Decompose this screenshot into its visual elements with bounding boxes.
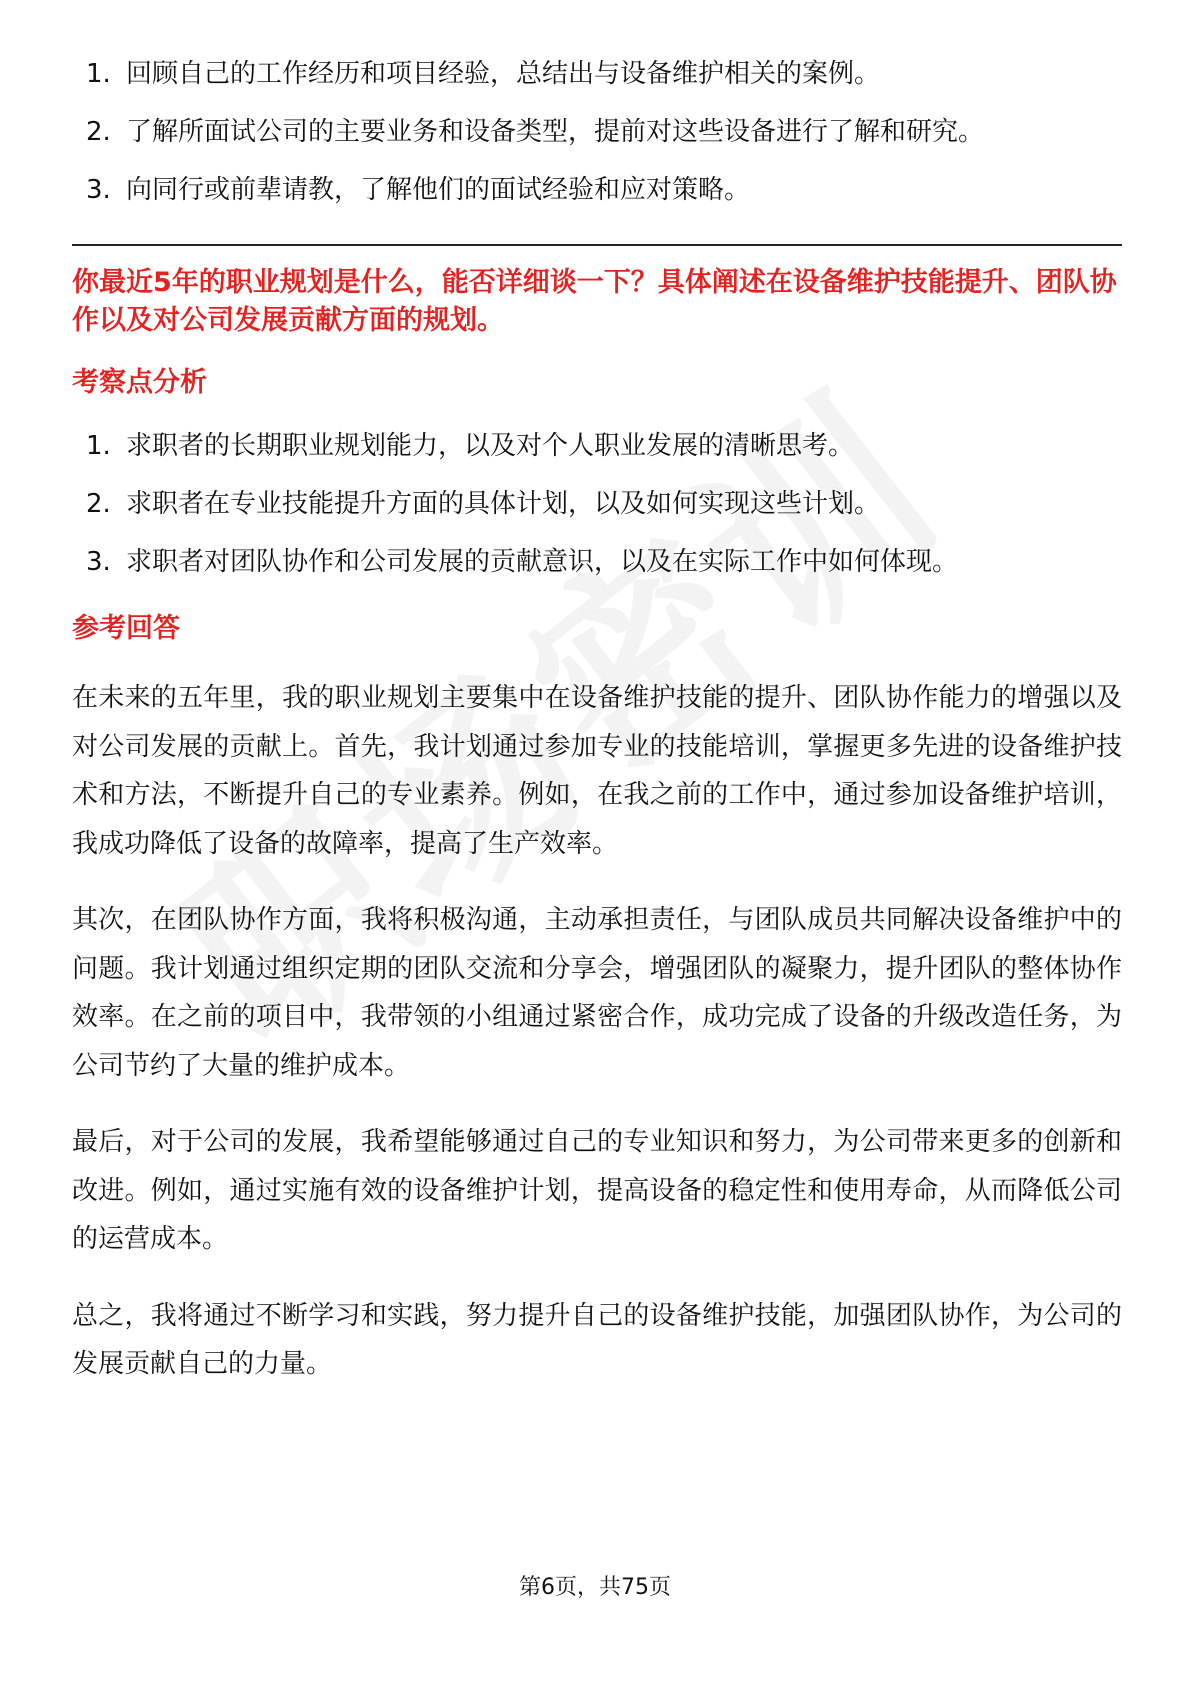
answer-paragraph: 最后，对于公司的发展，我希望能够通过自己的专业知识和努力，为公司带来更多的创新和改进。例如，通过实施有效的设备维护计划，提高设备的稳定性和使用寿命，从而降低公司的运营成本。 bbox=[72, 1127, 1122, 1254]
document-page bbox=[72, 56, 1122, 1417]
answer-paragraph: 其次，在团队协作方面，我将积极沟通，主动承担责任，与团队成员共同解决设备维护中的问题。我计划通过组织定期的团队交流和分享会，增强团队的凝聚力，提升团队的整体协作效率。在之前的项目中，我带领的小组通过紧密合作，成功完成了设备的升级改造任务，为公司节约了大量的维护成本。 bbox=[72, 905, 1122, 1081]
answer-paragraph: 在未来的五年里，我的职业规划主要集中在设备维护技能的提升、团队协作能力的增强以及对公司发展的贡献上。首先，我计划通过参加专业的技能培训，掌握更多先进的设备维护技术和方法，不断提升自己的专业素养。例如，在我之前的工作中，通过参加设备维护培训，我成功降低了设备的故障率，提高了生产效率。 bbox=[72, 683, 1122, 859]
list-item: 3. 求职者对团队协作和公司发展的贡献意识，以及在实际工作中如何体现。 bbox=[86, 547, 959, 577]
page-number: 第6页，共75页 bbox=[519, 1575, 671, 1600]
list-item: 1. 求职者的长期职业规划能力，以及对个人职业发展的清晰思考。 bbox=[86, 431, 855, 461]
answer-heading: 参考回答 bbox=[72, 613, 180, 644]
prep-list bbox=[72, 56, 1122, 208]
analysis-heading: 考察点分析 bbox=[72, 367, 207, 398]
interview-question: 你最近5年的职业规划是什么，能否详细谈一下？具体阐述在设备维护技能提升、团队协作以及对公司发展贡献方面的规划。 bbox=[72, 267, 1117, 336]
answer-paragraph: 总之，我将通过不断学习和实践，努力提升自己的设备维护技能，加强团队协作，为公司的发展贡献自己的力量。 bbox=[72, 1300, 1122, 1379]
list-item: 1. 回顾自己的工作经历和项目经验，总结出与设备维护相关的案例。 bbox=[86, 59, 881, 89]
analysis-list bbox=[72, 428, 1122, 580]
list-item: 3. 向同行或前辈请教，了解他们的面试经验和应对策略。 bbox=[86, 175, 751, 205]
list-item: 2. 了解所面试公司的主要业务和设备类型，提前对这些设备进行了解和研究。 bbox=[86, 117, 985, 147]
list-item: 2. 求职者在专业技能提升方面的具体计划，以及如何实现这些计划。 bbox=[86, 489, 881, 519]
section-divider bbox=[72, 244, 1122, 246]
